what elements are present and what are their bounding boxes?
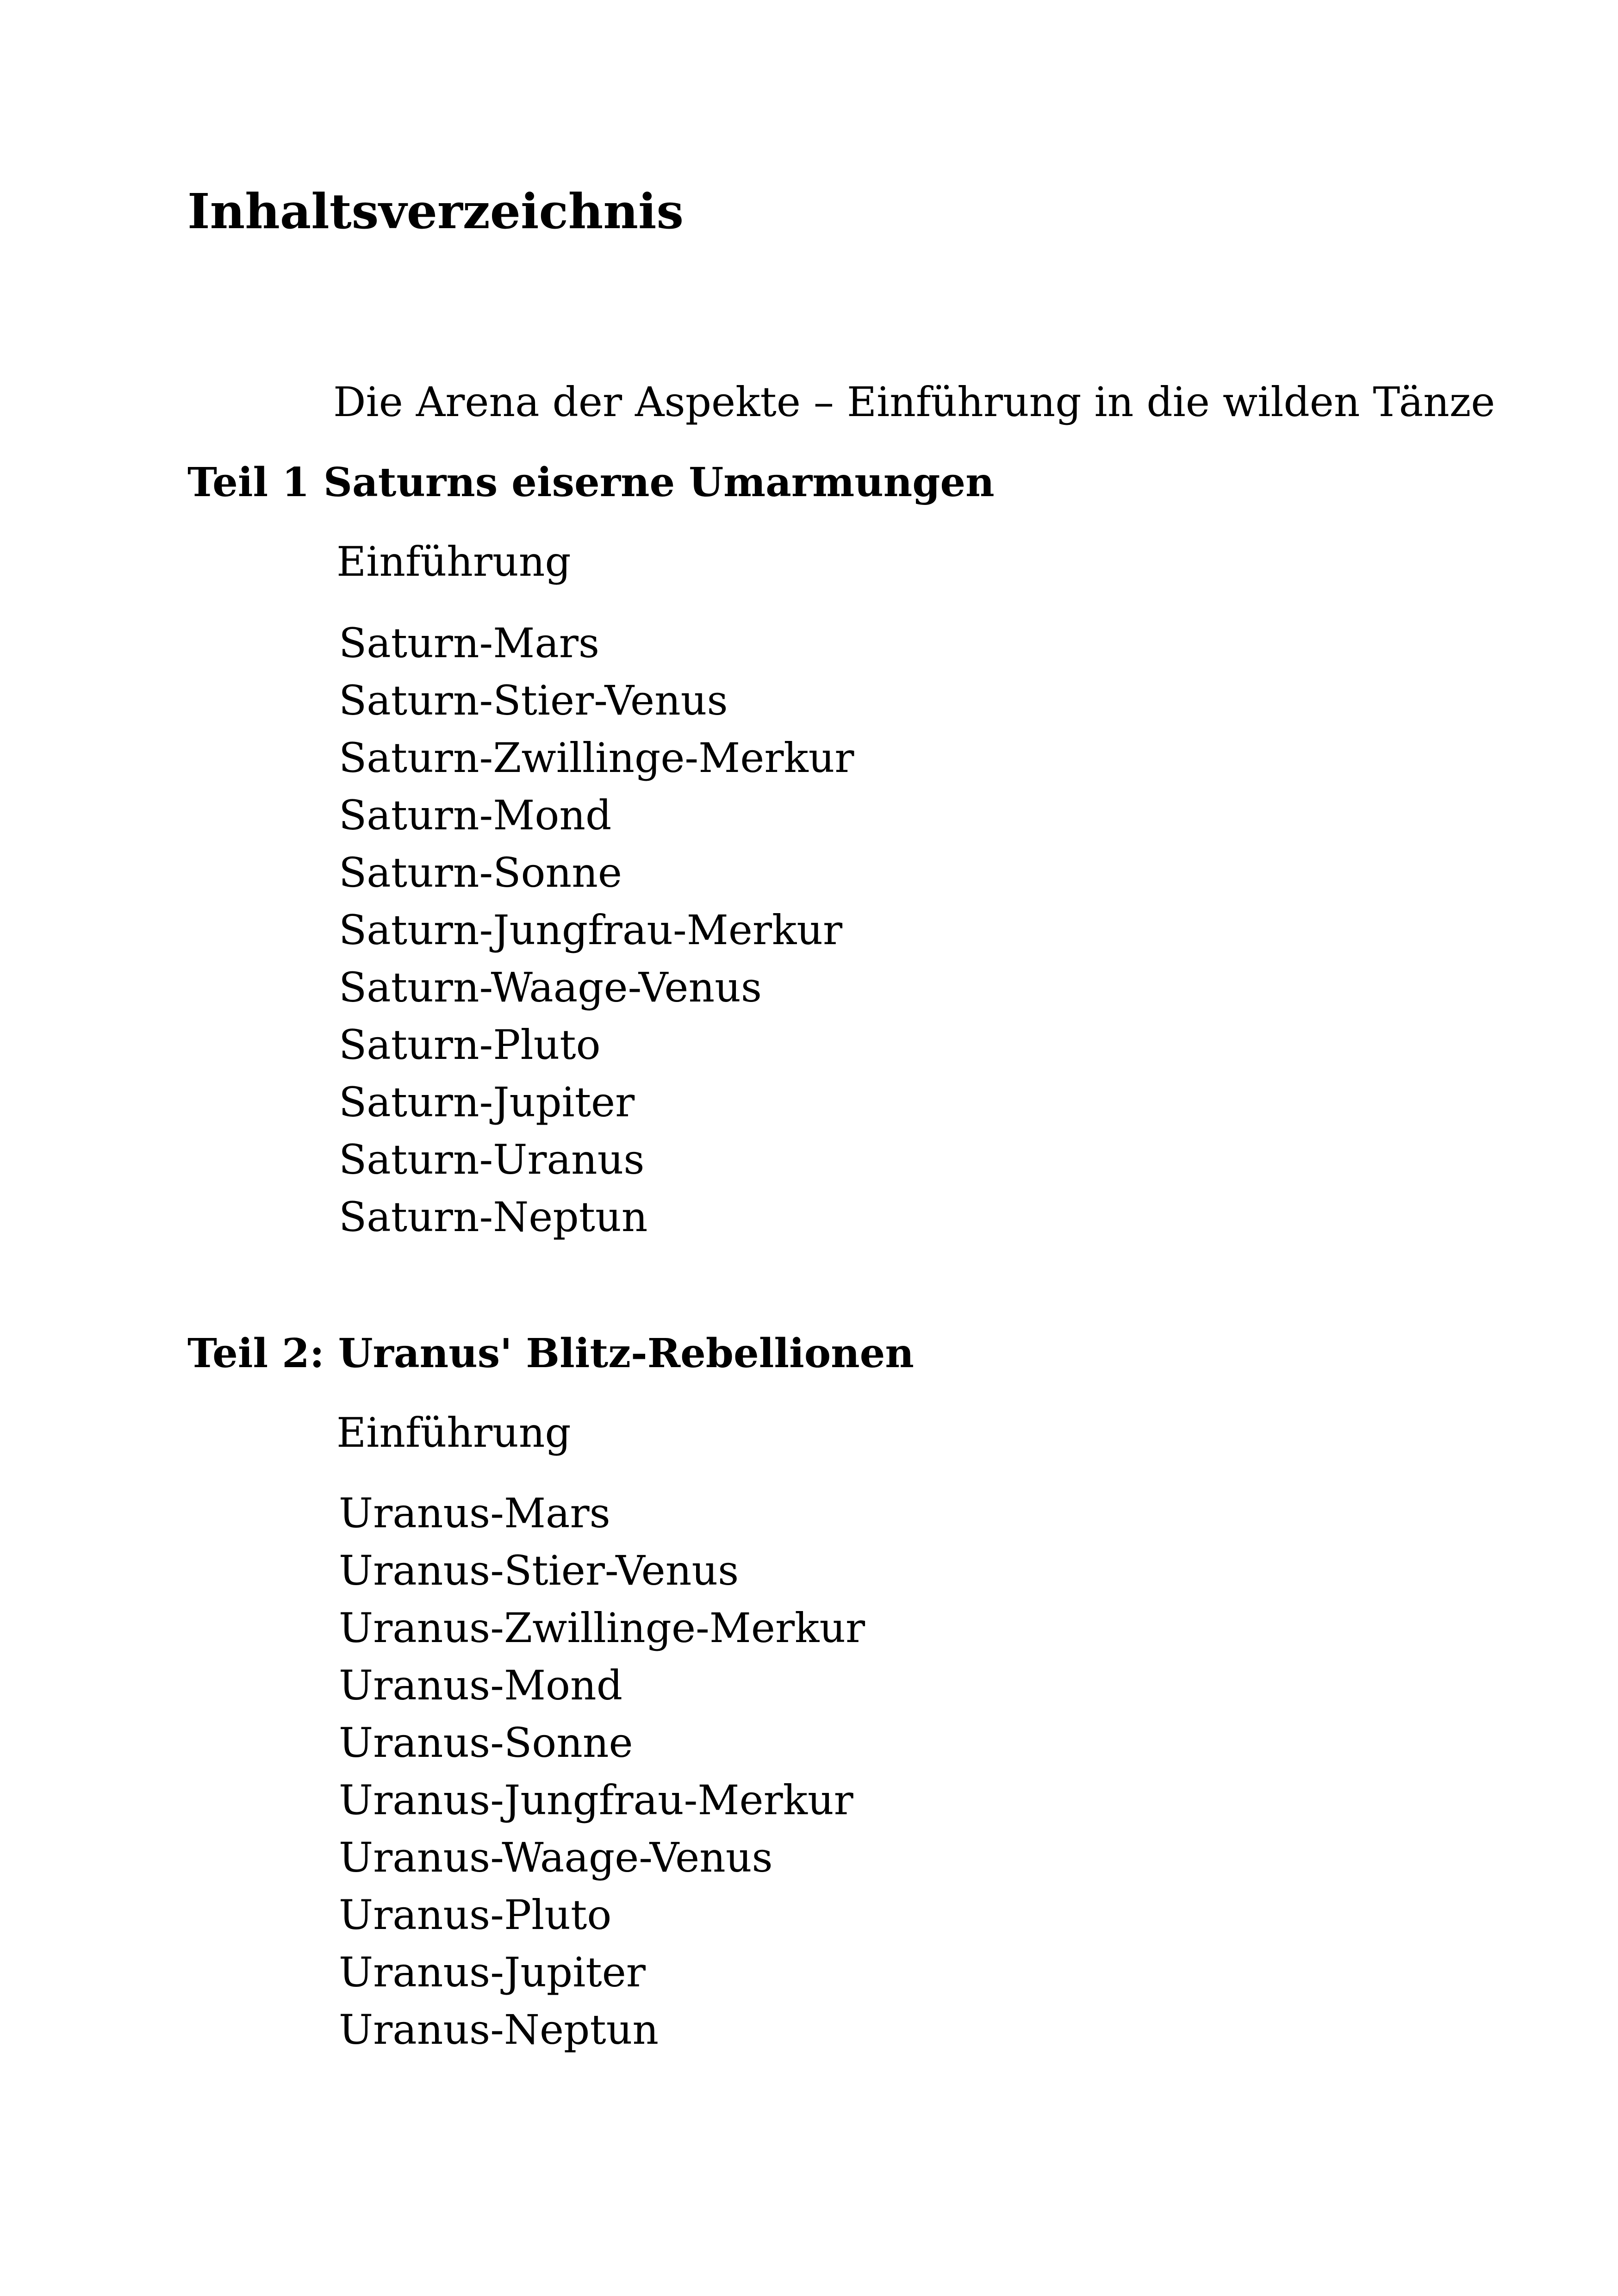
toc-item-label: Saturn-Neptun (339, 1193, 648, 1241)
toc-item-label: Saturn-Sonne (339, 849, 622, 896)
part-1-heading: Teil 1 Saturns eiserne Umarmungen (187, 459, 995, 506)
toc-item-label: Saturn-Mond (339, 791, 612, 839)
toc-item-label: Uranus-Mars (339, 1489, 610, 1537)
part-2-heading: Teil 2: Uranus' Blitz-Rebellionen (187, 1330, 914, 1377)
toc-item-label: Uranus-Jupiter (339, 1948, 646, 1996)
page-title: Inhaltsverzeichnis (187, 183, 684, 240)
toc-item-label: Uranus-Neptun (339, 2006, 659, 2053)
toc-item-label: Saturn-Uranus (339, 1136, 645, 1183)
toc-item-label: Saturn-Stier-Venus (339, 677, 728, 724)
toc-item-label: Saturn-Jupiter (339, 1078, 635, 1126)
toc-item-label: Saturn-Waage-Venus (339, 964, 762, 1011)
toc-item-label: Saturn-Mars (339, 619, 600, 667)
toc-item-label: Uranus-Stier-Venus (339, 1547, 739, 1594)
toc-item-label: Uranus-Waage-Venus (339, 1834, 773, 1881)
toc-item-label: Uranus-Pluto (339, 1891, 612, 1939)
part-1-intro-entry: Einführung (336, 538, 571, 585)
toc-item-label: Saturn-Zwillinge-Merkur (339, 734, 854, 782)
toc-item-label: Uranus-Sonne (339, 1719, 633, 1767)
toc-item-label: Saturn-Jungfrau-Merkur (339, 906, 843, 954)
toc-item-label: Uranus-Mond (339, 1661, 623, 1709)
toc-intro-entry: Die Arena der Aspekte – Einführung in die wilden Tänze (333, 378, 1495, 426)
toc-item-label: Saturn-Pluto (339, 1021, 601, 1069)
toc-item-label: Uranus-Zwillinge-Merkur (339, 1604, 865, 1652)
toc-item-label: Uranus-Jungfrau-Merkur (339, 1776, 853, 1824)
part-2-intro-entry: Einführung (336, 1409, 571, 1456)
